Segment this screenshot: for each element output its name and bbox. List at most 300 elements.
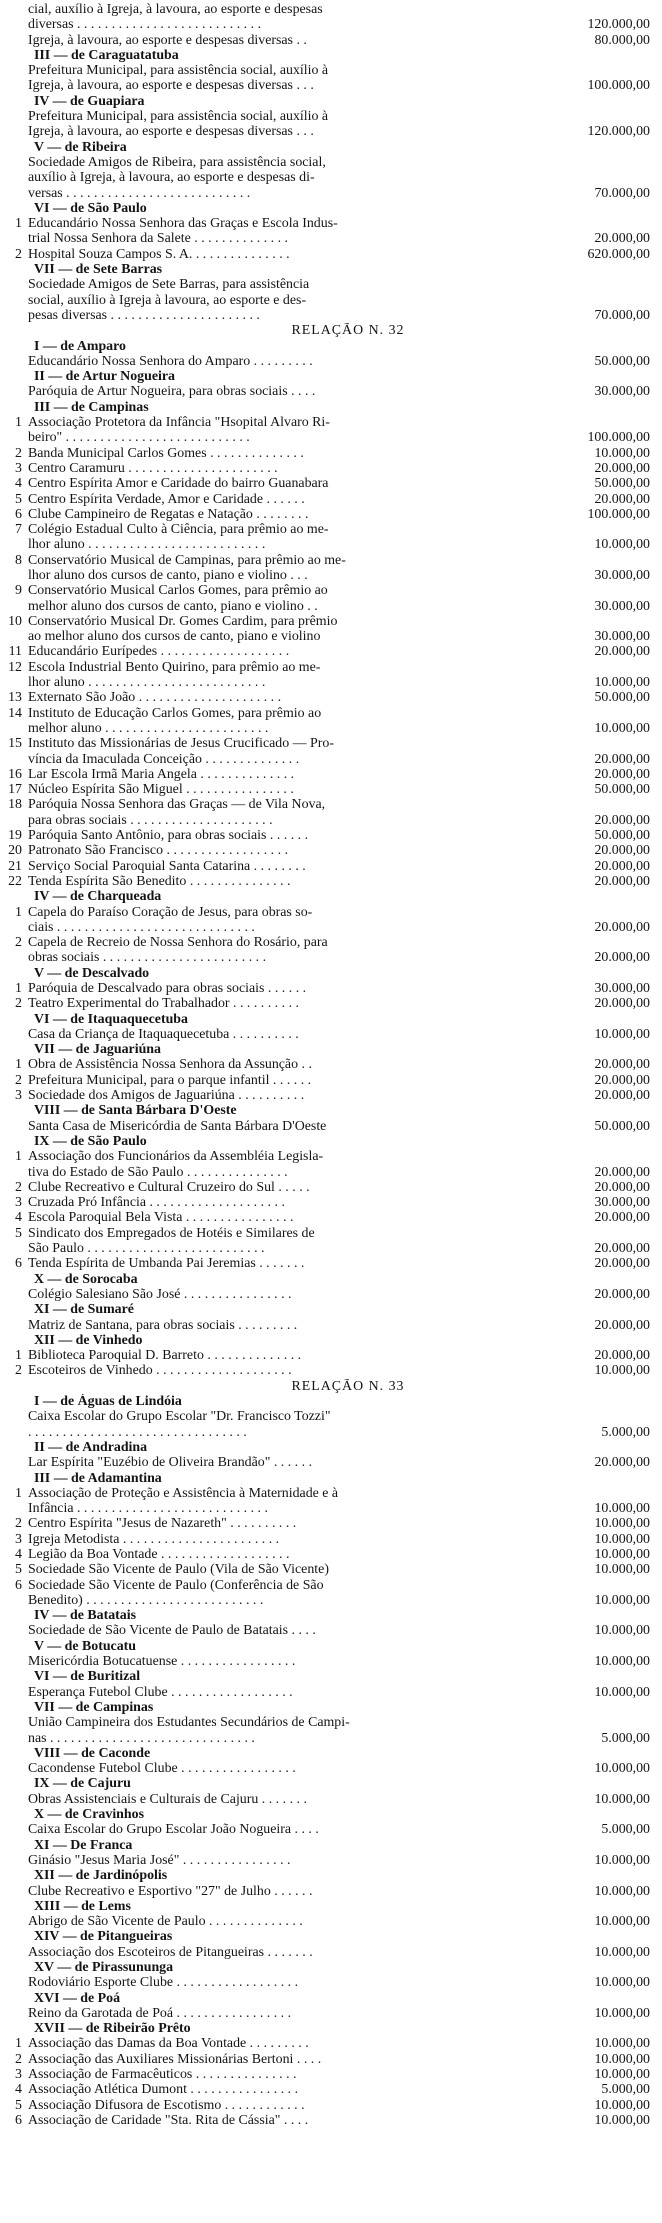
municipality-heading (6, 262, 650, 277)
amount: 70.000,00 (594, 307, 650, 323)
entry-text: obras sociais . . . . . . . . . . . . . . . . . . . . . . . . (28, 950, 267, 966)
entry-line (6, 33, 650, 48)
entry-line (6, 17, 650, 32)
entry-text: Biblioteca Paroquial D. Barreto . . . . . . . . . . . . . . (28, 1348, 302, 1364)
amount: 10.000,00 (594, 1531, 650, 1547)
item-number: 16 (8, 766, 22, 782)
entry-line (6, 1455, 650, 1470)
item-number: 1 (15, 981, 22, 996)
municipality-name: IV — de Batatais (34, 1608, 137, 1624)
entry-line (6, 1623, 650, 1638)
municipality-name: III — de Caraguatatuba (34, 47, 179, 63)
entry-text: Caixa Escolar do Grupo Escolar "Dr. Francisco Tozzi" (28, 1409, 331, 1425)
item-number: 5 (15, 1225, 22, 1241)
entry-line (6, 1241, 650, 1256)
entry-line (6, 721, 650, 736)
item-number: 14 (8, 705, 22, 721)
amount: 10.000,00 (594, 2097, 650, 2113)
entry-line (6, 1088, 650, 1103)
entry-line (6, 170, 650, 185)
entry-line (6, 644, 650, 659)
amount: 10.000,00 (594, 1684, 650, 1700)
amount: 5.000,00 (601, 1424, 650, 1440)
entry-text: lhor aluno dos cursos de canto, piano e violino . . . (28, 567, 308, 583)
entry-text: Paróquia Santo Antônio, para obras sociais . . . . . . (28, 828, 309, 844)
item-number: 2 (15, 1072, 22, 1088)
entry-line (6, 1057, 650, 1072)
entry-text: Associação de Proteção e Assistência à Maternidade e à (28, 1485, 339, 1501)
entry-text: Ginásio "Jesus Maria José" . . . . . . . . . . . . . . . . (28, 1852, 291, 1868)
amount: 70.000,00 (594, 185, 650, 201)
amount: 20.000,00 (594, 812, 650, 828)
entry-line (6, 1501, 650, 1516)
amount: 20.000,00 (594, 751, 650, 767)
item-number: 3 (15, 1088, 22, 1104)
municipality-name: XII — de Jardinópolis (34, 1868, 168, 1884)
entry-text: Banda Municipal Carlos Gomes . . . . . . . . . . . . . . (28, 445, 304, 461)
entry-text: Clube Recreativo e Cultural Cruzeiro do Sul . . . . . (28, 1179, 310, 1195)
entry-line (6, 797, 650, 812)
amount: 20.000,00 (594, 919, 650, 935)
amount: 10.000,00 (594, 2005, 650, 2021)
entry-text: melhor aluno dos cursos de canto, piano e violino . . (28, 598, 318, 614)
entry-line (6, 1792, 650, 1807)
municipality-heading (6, 1669, 650, 1684)
entry-text: Prefeitura Municipal, para assistência social, auxílio à (28, 63, 329, 79)
municipality-name: II — de Artur Nogueira (34, 369, 175, 385)
entry-text: Caixa Escolar do Grupo Escolar João Nogueira . . . . (28, 1822, 319, 1838)
item-number: 1 (15, 904, 22, 920)
item-number: 3 (15, 2067, 22, 2083)
entry-line (6, 1180, 650, 1195)
entry-text: tiva do Estado de São Paulo . . . . . . . . . . . . . . . (28, 1164, 288, 1180)
amount: 20.000,00 (594, 1164, 650, 1180)
amount: 10.000,00 (594, 1026, 650, 1042)
amount: 20.000,00 (594, 231, 650, 247)
amount: 10.000,00 (594, 2036, 650, 2052)
entry-line (6, 1685, 650, 1700)
municipality-name: X — de Cravinhos (34, 1807, 144, 1823)
entry-line (6, 1731, 650, 1746)
municipality-name: IX — de Cajuru (34, 1776, 131, 1792)
entry-line (6, 216, 650, 231)
item-number: 3 (15, 1195, 22, 1211)
entry-text: ao melhor aluno dos cursos de canto, piano e violino (28, 629, 321, 645)
entry-line (6, 155, 650, 170)
entry-text: Igreja, à lavoura, ao esporte e despesas diversas . . . (28, 124, 314, 140)
entry-text: Associação das Auxiliares Missionárias Bertoni . . . . (28, 2051, 322, 2067)
municipality-heading (6, 48, 650, 63)
entry-line (6, 1287, 650, 1302)
entry-line (6, 905, 650, 920)
entry-line (6, 1715, 650, 1730)
entry-text: Educandário Eurípedes . . . . . . . . . . . . . . . . . . . (28, 644, 290, 660)
municipality-heading (6, 1333, 650, 1348)
entry-text: Educandário Nossa Senhora do Amparo . . . . . . . . . (28, 353, 313, 369)
entry-line (6, 583, 650, 598)
municipality-name: III — de Adamantina (34, 1470, 162, 1486)
entry-line (6, 507, 650, 522)
entry-text: Benedito) . . . . . . . . . . . . . . . . . . . . . . . . . . (28, 1592, 264, 1608)
municipality-name: X — de Sorocaba (34, 1271, 138, 1287)
entry-text: Casa da Criança de Itaquaquecetuba . . . . . . . . . . (28, 1026, 299, 1042)
item-number: 6 (15, 1256, 22, 1272)
municipality-name: III — de Campinas (34, 399, 149, 415)
entry-line (6, 1761, 650, 1776)
item-number: 2 (15, 996, 22, 1012)
entry-line (6, 124, 650, 139)
entry-text: Matriz de Santana, para obras sociais . . . . . . . . . (28, 1317, 298, 1333)
municipality-heading (6, 1012, 650, 1027)
municipality-name: V — de Ribeira (34, 139, 127, 155)
entry-text: Lar Espírita "Euzébio de Oliveira Brandão" . . . . . . (28, 1455, 313, 1471)
entry-text: Instituto de Educação Carlos Gomes, para prêmio ao (28, 705, 322, 721)
municipality-name: V — de Descalvado (34, 965, 150, 981)
entry-line (6, 1256, 650, 1271)
entry-line (6, 1822, 650, 1837)
municipality-name: XV — de Pirassununga (34, 1960, 174, 1975)
relacao-title: RELAÇÃO N. 32 (291, 323, 405, 339)
item-number: 3 (15, 460, 22, 476)
amount: 30.000,00 (594, 598, 650, 614)
amount: 620.000,00 (587, 246, 650, 262)
entry-line (6, 476, 650, 491)
municipality-heading (6, 400, 650, 415)
item-number: 2 (15, 2051, 22, 2067)
entry-text: Prefeitura Municipal, para o parque infantil . . . . . . (28, 1072, 312, 1088)
entry-text: Obra de Assistência Nossa Senhora da Assunção . . (28, 1057, 312, 1073)
amount: 10.000,00 (594, 2067, 650, 2083)
amount: 10.000,00 (594, 1791, 650, 1807)
municipality-heading (6, 1394, 650, 1409)
entry-text: Serviço Social Paroquial Santa Catarina . . . . . . . . (28, 858, 306, 874)
entry-text: União Campineira dos Estudantes Secundários de Campi- (28, 1715, 350, 1731)
amount: 20.000,00 (594, 1348, 650, 1364)
municipality-heading (6, 1471, 650, 1486)
entry-line (6, 1593, 650, 1608)
amount: 10.000,00 (594, 1592, 650, 1608)
amount: 10.000,00 (594, 1562, 650, 1578)
entry-line (6, 1210, 650, 1225)
amount: 50.000,00 (594, 353, 650, 369)
item-number: 6 (15, 1577, 22, 1593)
municipality-name: XVI — de Poá (34, 1990, 121, 2006)
entry-line (6, 63, 650, 78)
entry-line (6, 874, 650, 889)
entry-text: trial Nossa Senhora da Salete . . . . . . . . . . . . . . (28, 231, 289, 247)
amount: 20.000,00 (594, 1241, 650, 1257)
entry-line (6, 1562, 650, 1577)
relacao-heading (6, 323, 650, 338)
entry-text: Centro Caramuru . . . . . . . . . . . . . . . . . . . . . . (28, 460, 278, 476)
entry-text: Cruzada Pró Infância . . . . . . . . . . . . . . . . . . . . (28, 1195, 285, 1211)
entry-text: Sociedade de São Vicente de Paulo de Batatais . . . . (28, 1623, 316, 1639)
entry-line (6, 492, 650, 507)
municipality-heading (6, 1440, 650, 1455)
amount: 5.000,00 (601, 1822, 650, 1838)
amount: 10.000,00 (594, 675, 650, 691)
entry-line (6, 1654, 650, 1669)
item-number: 22 (8, 873, 22, 889)
entry-line (6, 782, 650, 797)
amount: 10.000,00 (594, 1761, 650, 1777)
entry-text: Conservatório Musical Carlos Gomes, para prêmio ao (28, 583, 328, 599)
entry-line (6, 553, 650, 568)
entry-text: Conservatório Musical de Campinas, para prêmio ao me- (28, 552, 346, 568)
amount: 10.000,00 (594, 720, 650, 736)
entry-text: Capela de Recreio de Nossa Senhora do Rosário, para (28, 935, 328, 951)
entry-line (6, 2052, 650, 2067)
entry-text: Centro Espírita Amor e Caridade do bairro Guanabara (28, 476, 329, 492)
entry-text: lhor aluno . . . . . . . . . . . . . . . . . . . . . . . . . . (28, 537, 266, 553)
item-number: 9 (15, 583, 22, 599)
municipality-heading (6, 1960, 650, 1975)
item-number: 4 (15, 1546, 22, 1562)
entry-text: lhor aluno . . . . . . . . . . . . . . . . . . . . . . . . . . (28, 675, 266, 691)
item-number: 2 (15, 935, 22, 951)
item-number: 6 (15, 506, 22, 522)
entry-text: Escoteiros de Vinhedo . . . . . . . . . . . . . . . . . . . . (28, 1363, 292, 1379)
municipality-name: VII — de Sete Barras (34, 262, 163, 278)
entry-line (6, 1578, 650, 1593)
entry-text: melhor aluno . . . . . . . . . . . . . . . . . . . . . . . . (28, 720, 269, 736)
item-number: 5 (15, 1562, 22, 1578)
amount: 20.000,00 (594, 1210, 650, 1226)
municipality-name: IV — de Charqueada (34, 889, 162, 905)
amount: 20.000,00 (594, 873, 650, 889)
item-number: 1 (15, 1149, 22, 1165)
amount: 10.000,00 (594, 2051, 650, 2067)
entry-text: Infância . . . . . . . . . . . . . . . . . . . . . . . . . . . . (28, 1501, 268, 1517)
entry-line (6, 920, 650, 935)
entry-line (6, 1348, 650, 1363)
amount: 20.000,00 (594, 1455, 650, 1471)
item-number: 1 (15, 1057, 22, 1073)
amount: 10.000,00 (594, 1914, 650, 1930)
amount: 100.000,00 (587, 430, 650, 446)
entry-text: Igreja Metodista . . . . . . . . . . . . . . . . . . . . . . . (28, 1531, 280, 1547)
municipality-name: VI — de São Paulo (34, 200, 147, 216)
municipality-heading (6, 1807, 650, 1822)
entry-text: Colégio Salesiano São José . . . . . . . . . . . . . . . . (28, 1286, 292, 1302)
amount: 20.000,00 (594, 1179, 650, 1195)
entry-line (6, 568, 650, 583)
entry-line (6, 1532, 650, 1547)
municipality-name: XI — De Franca (34, 1837, 133, 1853)
entry-text: Paróquia de Artur Nogueira, para obras sociais . . . . (28, 384, 316, 400)
entry-line (6, 1409, 650, 1424)
entry-text: para obras sociais . . . . . . . . . . . . . . . . . . . . . (28, 812, 273, 828)
municipality-heading (6, 1776, 650, 1791)
entry-line (6, 1363, 650, 1378)
entry-text: pesas diversas . . . . . . . . . . . . . . . . . . . . . . (28, 307, 260, 323)
item-number: 2 (15, 1516, 22, 1532)
entry-line (6, 1853, 650, 1868)
entry-text: Sociedade dos Amigos de Jaguariúna . . . . . . . . . . (28, 1088, 305, 1104)
entry-line (6, 78, 650, 93)
entry-line (6, 231, 650, 246)
entry-line (6, 1119, 650, 1134)
entry-text: Sociedade São Vicente de Paulo (Vila de São Vicente) (28, 1562, 329, 1578)
entry-text: Associação dos Funcionários da Assembléia Legisla- (28, 1149, 324, 1165)
entry-line (6, 354, 650, 369)
entry-line (6, 2006, 650, 2021)
entry-text: Prefeitura Municipal, para assistência social, auxílio à (28, 109, 329, 125)
municipality-heading (6, 1868, 650, 1883)
entry-text: cial, auxílio à Igreja, à lavoura, ao esporte e despesas (28, 2, 323, 17)
amount: 20.000,00 (594, 858, 650, 874)
amount: 20.000,00 (594, 491, 650, 507)
entry-line (6, 1945, 650, 1960)
item-number: 1 (15, 2036, 22, 2052)
item-number: 5 (15, 2097, 22, 2113)
item-number: 7 (15, 522, 22, 538)
entry-text: Obras Assistenciais e Culturais de Cajuru . . . . . . . (28, 1791, 307, 1807)
municipality-name: VII — de Jaguariúna (34, 1042, 161, 1058)
entry-line (6, 537, 650, 552)
entry-line (6, 629, 650, 644)
amount: 100.000,00 (587, 78, 650, 94)
entry-text: Centro Espírita "Jesus de Nazareth" . . . . . . . . . . (28, 1516, 297, 1532)
amount: 10.000,00 (594, 2112, 650, 2128)
entry-line (6, 859, 650, 874)
entry-line (6, 813, 650, 828)
entry-text: versas . . . . . . . . . . . . . . . . . . . . . . . . . . . (28, 185, 251, 201)
municipality-heading (6, 1991, 650, 2006)
item-number: 1 (15, 415, 22, 431)
municipality-heading (6, 1639, 650, 1654)
item-number: 19 (8, 828, 22, 844)
entry-text: Igreja, à lavoura, ao esporte e despesas diversas . . . (28, 78, 314, 94)
entry-line (6, 2098, 650, 2113)
entry-text: Escola Paroquial Bela Vista . . . . . . . . . . . . . . . . (28, 1210, 294, 1226)
amount: 10.000,00 (594, 1944, 650, 1960)
entry-text: Externato São João . . . . . . . . . . . . . . . . . . . . . (28, 690, 282, 706)
municipality-name: XIII — de Lems (34, 1898, 131, 1914)
entry-text: nas . . . . . . . . . . . . . . . . . . . . . . . . . . . . . . (28, 1730, 255, 1746)
amount: 50.000,00 (594, 690, 650, 706)
item-number: 12 (8, 659, 22, 675)
municipality-name: IX — de São Paulo (34, 1133, 147, 1149)
item-number: 1 (15, 1485, 22, 1501)
entry-text: . . . . . . . . . . . . . . . . . . . . . . . . . . . . . . . . (28, 1424, 247, 1440)
amount: 30.000,00 (594, 629, 650, 645)
municipality-name: VIII — de Caconde (34, 1745, 151, 1761)
entry-line (6, 1226, 650, 1241)
entry-text: social, auxílio à Igreja à lavoura, ao esporte e des- (28, 292, 307, 308)
item-number: 2 (15, 1363, 22, 1379)
municipality-name: XI — de Sumaré (34, 1302, 134, 1318)
relacao-title: RELAÇÃO N. 33 (291, 1378, 405, 1394)
entry-text: Misericórdia Botucatuense . . . . . . . . . . . . . . . . . (28, 1654, 296, 1670)
municipality-name: VII — de Campinas (34, 1699, 154, 1715)
entry-line (6, 767, 650, 782)
municipality-heading (6, 1608, 650, 1623)
entry-line (6, 277, 650, 292)
amount: 80.000,00 (594, 32, 650, 48)
amount: 50.000,00 (594, 1118, 650, 1134)
item-number: 17 (8, 782, 22, 798)
entry-line (6, 1486, 650, 1501)
entry-text: Associação dos Escoteiros de Pitangueiras . . . . . . . (28, 1944, 313, 1960)
entry-line (6, 1195, 650, 1210)
entry-line (6, 1165, 650, 1180)
municipality-heading (6, 889, 650, 904)
entry-text: Hospital Souza Campos S. A. . . . . . . . . . . . . . . (28, 246, 290, 262)
item-number: 15 (8, 736, 22, 752)
municipality-heading (6, 966, 650, 981)
entry-text: Capela do Paraíso Coração de Jesus, para obras so- (28, 904, 313, 920)
entry-text: Rodoviário Esporte Clube . . . . . . . . . . . . . . . . . . (28, 1975, 299, 1991)
item-number: 4 (15, 2082, 22, 2098)
entry-text: Associação Atlética Dumont . . . . . . . . . . . . . . . . (28, 2082, 299, 2098)
entry-text: Cacondense Futebol Clube . . . . . . . . . . . . . . . . . (28, 1761, 296, 1777)
entry-text: Teatro Experimental do Trabalhador . . . . . . . . . . (28, 996, 299, 1012)
entry-text: Lar Escola Irmã Maria Angela . . . . . . . . . . . . . . (28, 766, 295, 782)
entry-line (6, 308, 650, 323)
item-number: 2 (15, 1179, 22, 1195)
amount: 20.000,00 (594, 1057, 650, 1073)
entry-text: beiro" . . . . . . . . . . . . . . . . . . . . . . . . . . . (28, 430, 250, 446)
entry-line (6, 614, 650, 629)
amount: 20.000,00 (594, 766, 650, 782)
entry-text: Paróquia de Descalvado para obras sociais . . . . . . (28, 981, 307, 996)
item-number: 18 (8, 797, 22, 813)
entry-text: Esperança Futebol Clube . . . . . . . . . . . . . . . . . . (28, 1684, 293, 1700)
entry-text: Associação de Farmacêuticos . . . . . . . . . . . . . . . (28, 2067, 297, 2083)
amount: 5.000,00 (601, 2082, 650, 2098)
item-number: 1 (15, 216, 22, 232)
entry-line (6, 752, 650, 767)
entry-text: Patronato São Francisco . . . . . . . . . . . . . . . . . . (28, 843, 289, 859)
item-number: 1 (15, 1348, 22, 1364)
entry-line (6, 293, 650, 308)
amount: 20.000,00 (594, 1317, 650, 1333)
item-number: 6 (15, 2112, 22, 2128)
entry-line (6, 981, 650, 996)
entry-text: Igreja, à lavoura, ao esporte e despesas diversas . . (28, 32, 307, 48)
entry-line (6, 2113, 650, 2128)
municipality-name: VIII — de Santa Bárbara D'Oeste (34, 1103, 237, 1119)
entry-text: Legião da Boa Vontade . . . . . . . . . . . . . . . . . . . (28, 1546, 290, 1562)
entry-text: Clube Campineiro de Regatas e Natação . . . . . . . . (28, 506, 309, 522)
entry-line (6, 2, 650, 17)
entry-text: diversas . . . . . . . . . . . . . . . . . . . . . . . . . . . (28, 17, 262, 33)
entry-text: auxílio à Igreja, à lavoura, ao esporte e despesas di- (28, 170, 315, 186)
entry-line (6, 690, 650, 705)
entry-line (6, 706, 650, 721)
amount: 10.000,00 (594, 1883, 650, 1899)
entry-text: Paróquia Nossa Senhora das Graças — de Vila Nova, (28, 797, 326, 813)
entry-line (6, 415, 650, 430)
amount: 10.000,00 (594, 1852, 650, 1868)
entry-text: ciais . . . . . . . . . . . . . . . . . . . . . . . . . . . . . (28, 919, 255, 935)
entry-line (6, 2036, 650, 2051)
amount: 10.000,00 (594, 1975, 650, 1991)
municipality-heading (6, 1838, 650, 1853)
entry-text: Conservatório Musical Dr. Gomes Cardim, para prêmio (28, 613, 338, 629)
amount: 50.000,00 (594, 476, 650, 492)
entry-line (6, 186, 650, 201)
municipality-heading (6, 369, 650, 384)
entry-line (6, 1425, 650, 1440)
item-number: 8 (15, 552, 22, 568)
municipality-name: I — de Amparo (34, 338, 126, 354)
entry-line (6, 522, 650, 537)
relacao-heading (6, 1379, 650, 1394)
entry-text: Reino da Garotada de Poá . . . . . . . . . . . . . . . . . (28, 2005, 292, 2021)
municipality-name: VI — de Itaquaquecetuba (34, 1011, 188, 1027)
